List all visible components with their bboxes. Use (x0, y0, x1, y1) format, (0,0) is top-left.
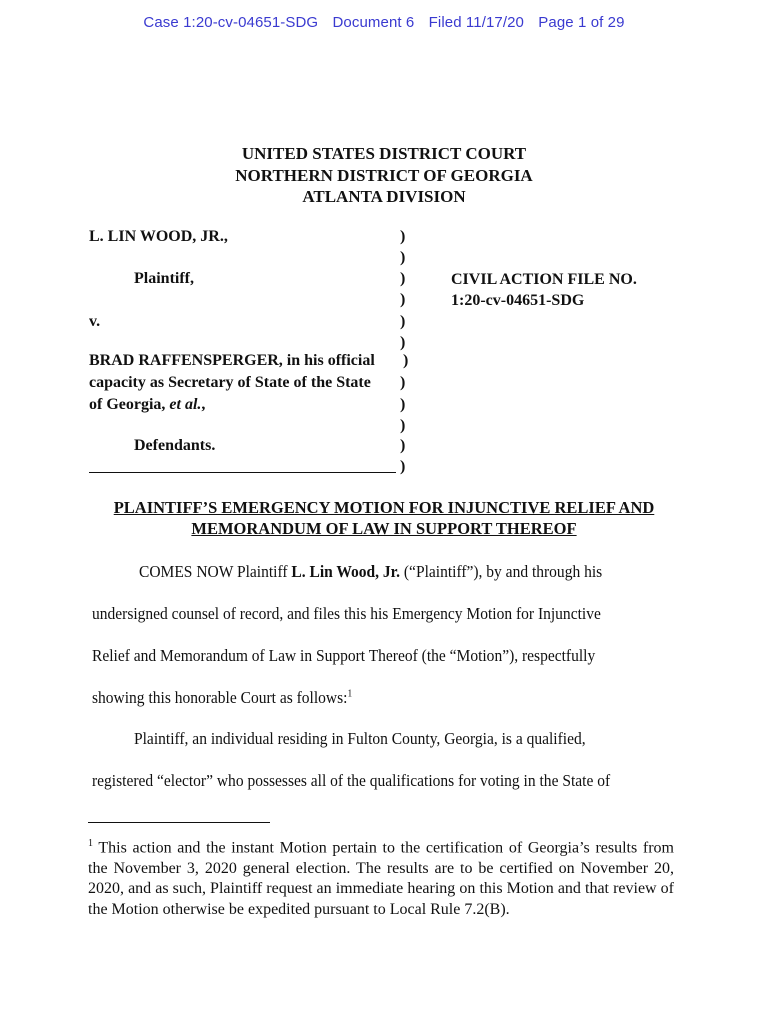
document-number: Document 6 (332, 14, 415, 31)
defendant-line-3 (89, 396, 205, 414)
court-division: ATLANTA DIVISION (302, 187, 466, 206)
caption-paren: ) (400, 396, 406, 413)
page-count: Page 1 of 29 (538, 14, 625, 31)
paragraph-1-line-3: Relief and Memorandum of Law in Support Thereof (the “Motion”), respectfully (92, 646, 596, 665)
p1-text-b: (“Plaintiff”), by and through his (400, 562, 603, 581)
footnote-text: This action and the instant Motion pertain to the certification of Georgia’s results from the November 3, 2020 general election. The results are to be certified on November 20, 2020, and as such, Plaintiff request an immediate hearing on this Motion and that review of the Motion otherwise be expedited pursuant to Local Rule 7.2(B). (88, 839, 674, 918)
caption-paren: ) (400, 374, 406, 391)
defendant-role: Defendants. (134, 437, 216, 454)
civil-action-block (451, 269, 637, 311)
ecf-header (0, 14, 768, 31)
caption-paren: ) (400, 313, 406, 330)
caption-paren: ) (400, 417, 406, 434)
court-heading (0, 143, 768, 208)
paragraph-1-line-2: undersigned counsel of record, and files this his Emergency Motion for Injunctive (92, 604, 601, 623)
case-number: Case 1:20-cv-04651-SDG (143, 14, 319, 31)
defendant-line-3-text: of Georgia, (89, 396, 170, 413)
court-district: NORTHERN DISTRICT OF GEORGIA (235, 165, 533, 185)
civil-action-number: 1:20-cv-04651-SDG (451, 292, 585, 309)
footnote-marker: 1 (88, 838, 93, 849)
paragraph-1-line-4 (92, 688, 352, 708)
defendant-line-2: capacity as Secretary of State of the State (89, 374, 371, 391)
paragraph-2-line-2: registered “elector” who possesses all of the qualifications for voting in the State of (92, 771, 611, 790)
filed-date: Filed 11/17/20 (428, 14, 524, 31)
caption-paren: ) (400, 249, 406, 266)
motion-title-line-1: PLAINTIFF’S EMERGENCY MOTION FOR INJUNCTIVE RELIEF AND (113, 498, 655, 517)
paragraph-1-line-1 (139, 562, 602, 582)
paragraph-2-line-1: Plaintiff, an individual residing in Fulton County, Georgia, is a qualified, (134, 729, 586, 748)
caption-rule (89, 472, 396, 473)
caption-paren: ) (400, 458, 406, 475)
caption-paren: ) (400, 270, 406, 287)
motion-title-line-2: MEMORANDUM OF LAW IN SUPPORT THEREOF (191, 519, 577, 538)
caption-paren: ) (403, 352, 409, 369)
plaintiff-role: Plaintiff, (134, 270, 194, 287)
plaintiff-name: L. LIN WOOD, JR., (89, 228, 228, 245)
et-al: et al. (169, 396, 202, 413)
caption-paren: ) (400, 437, 406, 454)
defendant-line-3-comma: , (201, 396, 206, 413)
civil-action-label: CIVIL ACTION FILE NO. (451, 271, 637, 288)
court-name: UNITED STATES DISTRICT COURT (241, 144, 527, 163)
versus: v. (89, 313, 101, 330)
caption-paren: ) (400, 334, 406, 351)
footnote (88, 834, 674, 920)
p1-text-a: COMES NOW Plaintiff (139, 562, 292, 581)
plaintiff-name-bold: L. Lin Wood, Jr. (291, 562, 401, 581)
caption-paren: ) (400, 228, 406, 245)
defendant-line-1: BRAD RAFFENSPERGER, in his official (89, 352, 375, 369)
caption-paren: ) (400, 291, 406, 308)
p1-line-4-text: showing this honorable Court as follows: (92, 688, 348, 707)
footnote-reference[interactable]: 1 (347, 688, 353, 700)
motion-title (0, 497, 768, 539)
footnote-rule (88, 822, 270, 823)
